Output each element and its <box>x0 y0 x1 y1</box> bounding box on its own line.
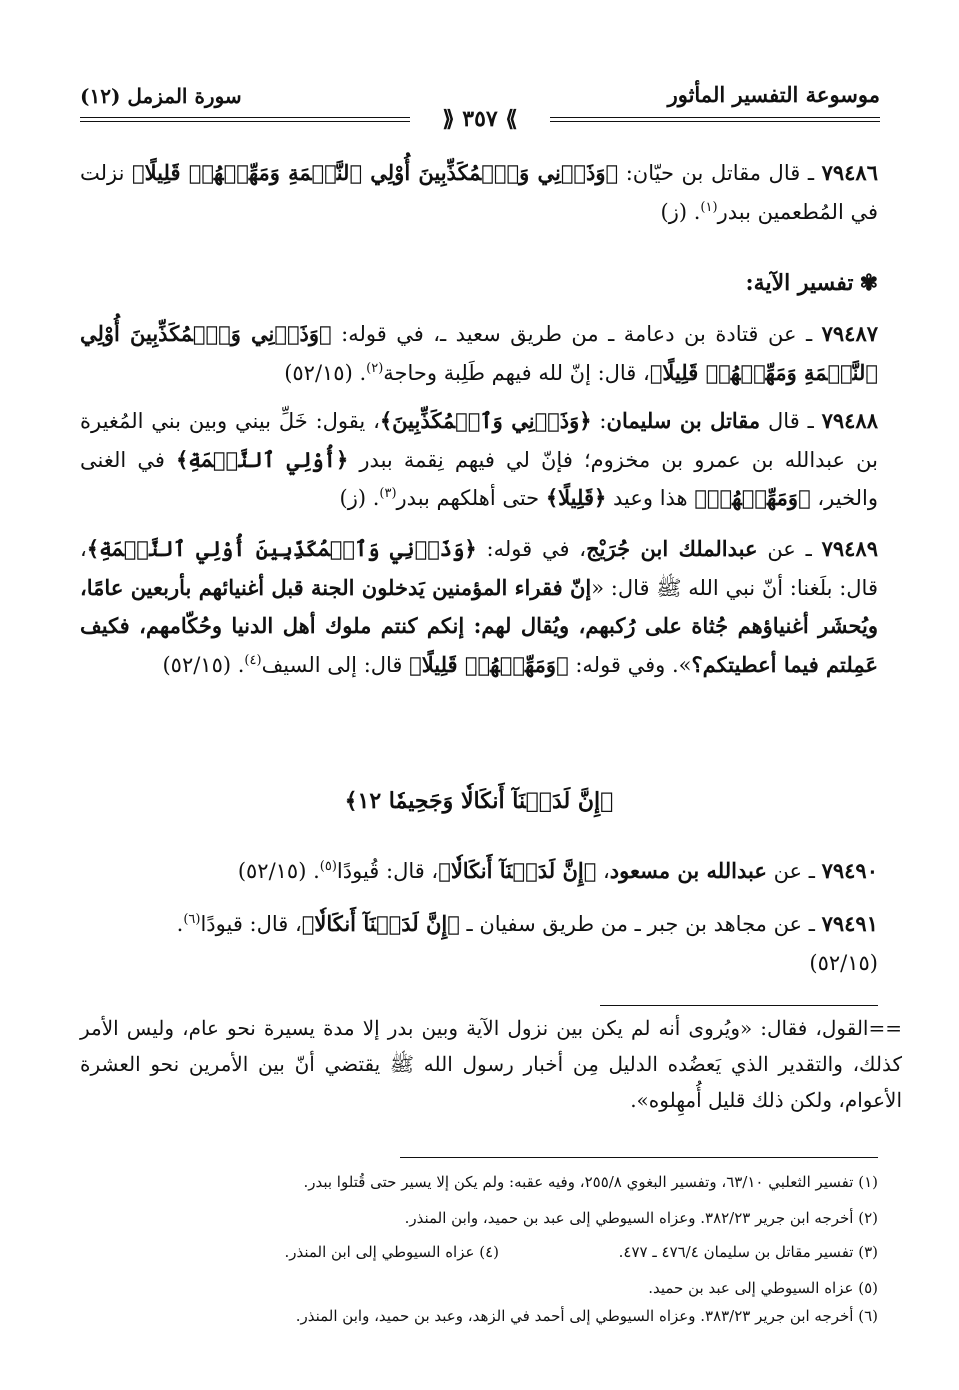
entry-text: ». وفي قوله: <box>568 652 692 677</box>
entry-text: حتى أهلكهم ببدر <box>396 486 546 510</box>
entry-number: ٧٩٤٨٦ <box>821 160 878 185</box>
narrator-name: مقاتل بن سليمان <box>606 408 761 433</box>
entry-text: . <box>176 912 184 936</box>
footnote-2: (٢) أخرجه ابن جرير ٣٨٢/٢٣. وعزاه السيوطي إلى عبد بن حميد، وابن المنذر. <box>404 1209 878 1227</box>
entry-79490 <box>80 852 878 891</box>
narrator-name: عبدالملك ابن جُرَيْج <box>586 536 758 561</box>
entry-text: قال: إلى السيف <box>261 652 410 677</box>
header-rule-left-2 <box>80 121 410 122</box>
footnote-marker[interactable]: (٢) <box>366 360 384 376</box>
footnote-1: (١) تفسير الثعلبي ٦٣/١٠، وتفسير البغوي ٢٥٥/٨، وفيه عقبه: ولم يكن إلا يسير حتى قُتلوا ببدر. <box>303 1173 878 1191</box>
continuation-text: القول، فقال: «ويُروى أنه لم يكن بين نزول الآية وبين بدر إلا مدة يسيرة نحو عام، وليس الأمر كذلك، والتقدير الذي يَعضُده الدليل مِن أخبار رسول الله ﷺ يقتضي أنّ بين الأمرين نحو العشرة الأعوام، ولكن ذلك قليل أُمهِلوه». <box>80 1016 902 1112</box>
section-heading <box>80 270 878 296</box>
flower-ornament-icon: ✾ <box>859 270 878 296</box>
footnote-4: (٤) عزاه السيوطي إلى ابن المنذر. <box>284 1243 499 1261</box>
entry-number: ٧٩٤٨٩ <box>821 536 878 561</box>
section-heading-text: تفسير الآية: <box>745 270 854 296</box>
continued-footnote <box>80 1010 902 1118</box>
footnote-separator <box>600 1005 878 1006</box>
quran-quote: ﴿إِنَّ لَدَيۡنَآ أَنكَالٗا﴾ <box>438 858 597 883</box>
footnote-marker[interactable]: (١) <box>700 199 718 215</box>
entry-79489 <box>80 530 878 684</box>
footnote-5: (٥) عزاه السيوطي إلى عبد بن حميد. <box>648 1279 878 1297</box>
quran-quote: ﴿إِنَّ لَدَيۡنَآ أَنكَالٗا﴾ <box>301 911 460 936</box>
entry-text: ـ قال مقاتل بن حيّان: <box>618 161 822 185</box>
header-rule-left <box>80 117 410 118</box>
entry-text: ، <box>596 859 610 883</box>
header-rule-right <box>550 117 880 118</box>
book-title: موسوعة التفسير المأثور <box>667 82 880 107</box>
entry-text: ـ قال <box>760 409 822 433</box>
entry-79486 <box>80 154 878 231</box>
quran-quote: ﴿أُوْلِي ٱلنَّعۡمَةِ﴾ <box>175 446 349 472</box>
entry-79487 <box>80 315 878 392</box>
quran-quote: ﴿وَذَرۡنِي وَٱلۡمُكَذِّبِينَ أُوْلِي ٱلنَّعۡمَةِ وَمَهِّلۡهُمۡ قَلِيلًا﴾ <box>132 160 619 185</box>
page-number-ornament: ⟪ <box>505 106 518 132</box>
entry-reference: . (٥٢/١٥) <box>237 859 320 883</box>
entry-text: هذا وعيد <box>606 486 695 510</box>
narrator-name: عبدالله بن مسعود <box>609 858 767 883</box>
footnote-marker[interactable]: (٦) <box>183 912 201 927</box>
footnote-6: (٦) أخرجه ابن جرير ٣٨٣/٢٣. وعزاه السيوطي إلى أحمد في الزهد، وعبد بن حميد، وابن المنذر. <box>295 1307 878 1325</box>
entry-number: ٧٩٤٩٠ <box>821 858 878 883</box>
entry-number: ٧٩٤٨٨ <box>821 408 878 433</box>
entry-text: ، قال: قُيودًا <box>336 859 439 883</box>
entry-text: ـ عن <box>757 537 822 561</box>
entry-text: ، قال: قيودًا <box>200 912 302 936</box>
entry-text: في الغنى والخير، <box>80 447 878 510</box>
surah-title: سورة المزمل (١٢) <box>80 84 242 108</box>
entry-text: نزلت في المُطعمين ببدر <box>80 161 878 224</box>
quran-quote: ﴿وَذَرۡنِي وَٱلۡمُكَذِّبِينَ﴾ <box>379 408 592 433</box>
page-header <box>80 70 880 132</box>
continuation-mark: == <box>868 1016 902 1040</box>
entry-reference: . (٥٢/١٥) <box>284 360 367 385</box>
quran-quote: ﴿وَمَهِّلۡهُمۡ﴾ <box>694 485 811 510</box>
entry-reference: (٥٢/١٥) <box>809 950 878 975</box>
page-number <box>410 106 550 132</box>
entry-text: ، يقول: خَلِّ بيني وبين بني المُغيرة بن عبدالله بن عمرو بن مخزوم؛ فإنّ لي فيهم نِقمة ببدر <box>80 409 878 472</box>
entry-number: ٧٩٤٩١ <box>821 911 878 936</box>
header-rule-right-2 <box>550 121 880 122</box>
entry-reference: . (٥٢/١٥) <box>162 652 245 677</box>
entry-79491 <box>80 905 878 982</box>
entry-text: ، قال: بلَغنا: أنّ نبي الله ﷺ قال: « <box>80 537 878 600</box>
entry-reference: . (ز) <box>339 486 380 510</box>
page-number-value: ٣٥٧ <box>462 106 498 132</box>
hadith-text: إنّ فقراء المؤمنين يَدخلون الجنة قبل أغنيائهم بأربعين عامًا، ويُحشَر أغنياؤهم جُثاة على رُكبهم، ويُقال لهم: إنكم كنتم ملوك أهل الدنيا وحُكّامهم، فكيف عَمِلتم فيما أعطيتكم؟ <box>80 574 878 677</box>
entry-reference: . (ز) <box>660 199 701 224</box>
entry-number: ٧٩٤٨٧ <box>821 321 879 346</box>
quran-quote: ﴿وَذَرۡنِي وَٱلۡمُكَذِّبِينَ أُوْلِي ٱلنَّعۡمَةِ وَمَهِّلۡهُمۡ قَلِيلًا﴾ <box>80 321 878 385</box>
page-number-ornament: ⟫ <box>442 106 455 132</box>
quran-quote: ﴿قَلِيلًا﴾ <box>545 485 607 510</box>
footnote-3: (٣) تفسير مقاتل بن سليمان ٤٧٦/٤ ـ ٤٧٧. <box>618 1243 878 1261</box>
entry-text: ـ عن قتادة بن دعامة ـ من طريق سعيد ـ، في قوله: <box>331 322 822 346</box>
entry-text: : <box>591 409 607 433</box>
footnote-marker[interactable]: (٣) <box>379 486 397 501</box>
quran-quote: ﴿وَمَهِّلۡهُمۡ قَلِيلًا﴾ <box>409 651 569 677</box>
footnote-marker[interactable]: (٥) <box>319 859 337 874</box>
verse-heading: ﴿إِنَّ لَدَيۡنَآ أَنكَالٗا وَجَحِيمٗا ١٢﴾ <box>344 788 614 814</box>
quran-quote: ﴿وَذَرۡنِي وَٱلۡمُكَذِّبِينَ أُوْلِي ٱلنَّعۡمَةِ﴾ <box>86 536 477 561</box>
footnote-marker[interactable]: (٤) <box>244 652 262 668</box>
footnotes-rule <box>400 1157 878 1158</box>
entry-text: ـ عن <box>766 859 822 883</box>
entry-text: ـ عن مجاهد بن جبر ـ من طريق سفيان ـ <box>459 912 822 936</box>
entry-text: ، قال: إنّ لله فيهم طَلِبة وحاجة <box>383 360 650 385</box>
entry-text: ، في قوله: <box>476 537 587 561</box>
entry-79488 <box>80 402 878 518</box>
